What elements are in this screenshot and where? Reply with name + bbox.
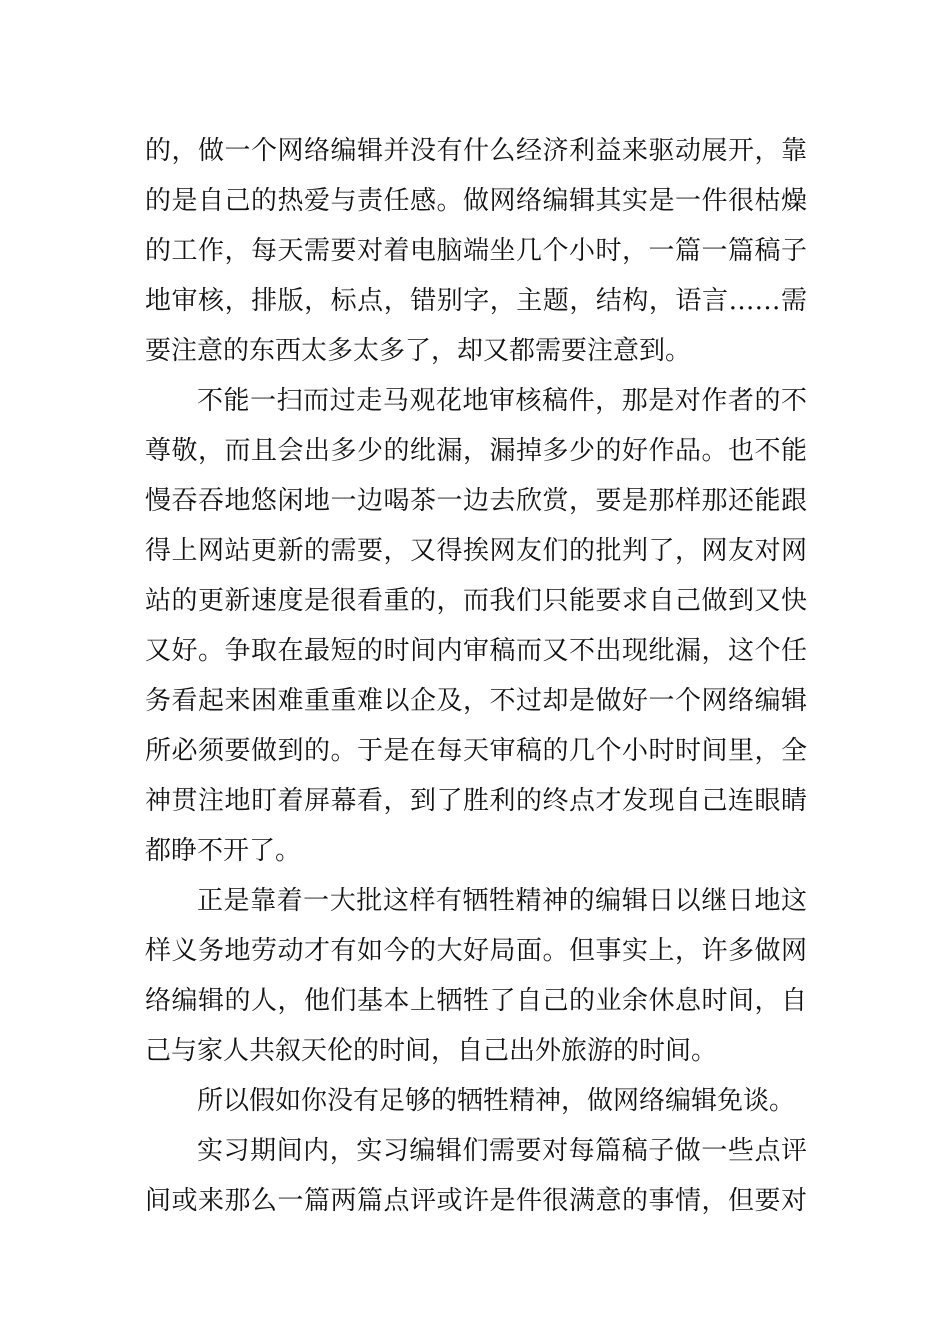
- text-line: 的是自己的热爱与责任感。做网络编辑其实是一件很枯燥: [145, 186, 807, 216]
- text-line: 实习期间内，实习编辑们需要对每篇稿子做一些点评: [197, 1136, 807, 1166]
- text-line: 又好。争取在最短的时间内审稿而又不出现纰漏，这个任: [145, 636, 807, 666]
- text-line: 样义务地劳动才有如今的大好局面。但事实上，许多做网: [145, 936, 807, 966]
- text-line: 要注意的东西太多太多了，却又都需要注意到。: [145, 336, 692, 366]
- text-line: 务看起来困难重重难以企及，不过却是做好一个网络编辑: [145, 686, 807, 716]
- text-line: 间或来那么一篇两篇点评或许是件很满意的事情，但要对: [145, 1186, 807, 1216]
- paragraph-1: [145, 126, 807, 376]
- text-line: 得上网站更新的需要，又得挨网友们的批判了，网友对网: [145, 536, 807, 566]
- paragraph-5: [145, 1126, 807, 1226]
- text-line: 站的更新速度是很看重的，而我们只能要求自己做到又快: [145, 586, 807, 616]
- text-line: 都睁不开了。: [145, 836, 302, 866]
- text-line: 己与家人共叙天伦的时间，自己出外旅游的时间。: [145, 1036, 718, 1066]
- text-line: 的，做一个网络编辑并没有什么经济利益来驱动展开，靠: [145, 136, 807, 166]
- paragraph-4: [145, 1076, 807, 1126]
- text-line: 所以假如你没有足够的牺牲精神，做网络编辑免谈。: [197, 1086, 796, 1116]
- text-line: 尊敬，而且会出多少的纰漏，漏掉多少的好作品。也不能: [145, 436, 807, 466]
- paragraph-2: [145, 376, 807, 876]
- text-line: 地审核，排版，标点，错别字，主题，结构，语言……需: [145, 286, 807, 316]
- text-line: 不能一扫而过走马观花地审核稿件，那是对作者的不: [197, 386, 807, 416]
- text-line: 神贯注地盯着屏幕看，到了胜利的终点才发现自己连眼睛: [145, 786, 807, 816]
- text-line: 正是靠着一大批这样有牺牲精神的编辑日以继日地这: [197, 886, 807, 916]
- text-line: 的工作，每天需要对着电脑端坐几个小时，一篇一篇稿子: [145, 236, 807, 266]
- text-line: 络编辑的人，他们基本上牺牲了自己的业余休息时间，自: [145, 986, 807, 1016]
- text-line: 所必须要做到的。于是在每天审稿的几个小时时间里，全: [145, 736, 807, 766]
- document-page: [145, 126, 807, 1226]
- text-line: 慢吞吞地悠闲地一边喝茶一边去欣赏，要是那样那还能跟: [145, 486, 807, 516]
- paragraph-3: [145, 876, 807, 1076]
